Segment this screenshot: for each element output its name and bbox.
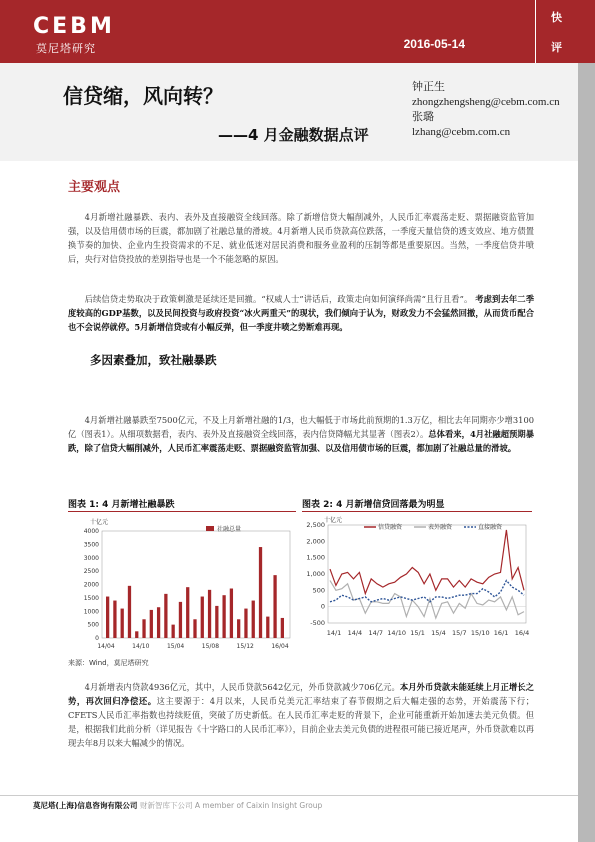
chart-1-bar <box>281 618 284 638</box>
chart-1-legend-swatch <box>206 526 214 531</box>
chart-2-y-tick-label: 1,000 <box>306 570 325 578</box>
paragraph-4 <box>68 680 534 750</box>
paragraph-2 <box>68 292 534 334</box>
chart-1-x-tick-label: 15/04 <box>166 643 185 650</box>
chart-1-svg <box>68 513 296 655</box>
chart-1-bar <box>121 609 124 638</box>
chart-2-y-tick-label: 500 <box>312 586 325 595</box>
chart-2-x-tick-label: 15/7 <box>452 629 467 637</box>
tab-divider <box>535 0 536 63</box>
chart-1-y-tick-label: 1500 <box>83 594 99 602</box>
side-bar-top <box>578 0 595 63</box>
paragraph-4-intro: 4月新增表内贷款4936亿元，其中，人民币贷款5642亿元，外币贷款减少706亿元。 <box>84 682 400 692</box>
chart-1-bar <box>128 586 131 638</box>
paragraph-3-emphasis: 总体看来，4月社融超预期暴跌，除了信贷大幅削减外，人民币汇率震荡走贬、票据融资监管加强、以及信用债市场的巨震，都加剧了社融总量的滑坡。 <box>68 429 534 453</box>
chart-1-bar <box>113 601 116 638</box>
report-type-tab <box>535 0 578 63</box>
chart-1 <box>68 513 296 655</box>
figure-1-title: 图表 1: 4 月新增社融暴跌 <box>68 500 175 510</box>
chart-1-x-tick-label: 15/08 <box>201 643 220 650</box>
chart-1-x-tick-label: 14/04 <box>97 643 115 650</box>
paragraph-4-emphasis: 本月外币贷款未能延续上月正增长之势，再次回归净偿还。 <box>68 682 534 706</box>
logo-subtitle: 莫尼塔研究 <box>36 42 96 55</box>
chart-1-bar <box>150 610 153 638</box>
chart-1-bar <box>244 609 247 638</box>
figure-source: 来源：Wind，莫尼塔研究 <box>68 659 149 667</box>
author-name-2: 张璐 <box>412 111 434 123</box>
logo: CEBM <box>33 14 115 39</box>
chart-1-bar <box>230 589 233 638</box>
chart-1-x-tick-label: 16/04 <box>271 643 289 650</box>
paragraph-2-intro: 后续信贷走势取决于政策刺激是延续还是回撤。“权威人士”讲话后，政策走向如何演绎尚需“且行且看”。 <box>84 294 473 304</box>
chart-1-bar <box>142 619 145 638</box>
paragraph-2-emphasis: 考虑到去年二季度较高的GDP基数，以及民间投资与政府投资“冰火两重天”的现状，我们倾向于认为，财政发力不会猛然回撤，从而货币配合也不会说停就停。5月新增信贷或有小幅反弹，但一季度井喷之势断难再现。 <box>68 294 534 332</box>
chart-2-y-tick-label: 2,500 <box>306 521 325 529</box>
chart-1-bar <box>172 625 175 638</box>
chart-1-bar <box>222 595 225 638</box>
chart-1-y-tick-label: 0 <box>95 635 99 642</box>
chart-1-x-tick-label: 14/10 <box>132 643 150 650</box>
chart-2-legend-label: 表外融资 <box>428 524 453 531</box>
footer-member: 财新智库下公司 A member of Caixin Insight Group <box>139 801 323 810</box>
chart-1-legend-label: 社融总量 <box>217 526 242 533</box>
chart-1-x-tick-label: 15/12 <box>236 643 254 650</box>
figure-2-rule <box>302 511 532 512</box>
chart-1-y-tick-label: 500 <box>87 621 99 629</box>
paragraph-3-intro: 4月新增社融暴跌至7500亿元，不及上月新增社融的1/3，也大幅低于市场此前预期的1.3万亿，相比去年同期亦少增3100亿（图表1）。从细项数据看，表内、表外及直接融资全线回落，表内信贷降幅尤其显著（图表2）。 <box>68 415 534 439</box>
chart-2-svg <box>302 513 532 655</box>
chart-1-bar <box>193 619 196 638</box>
report-date: 2016-05-14 <box>403 37 465 51</box>
chart-2-legend-label: 直接融资 <box>478 524 503 531</box>
chart-1-bar <box>266 617 269 638</box>
side-bar <box>578 0 595 842</box>
report-subtitle: ——4 月金融数据点评 <box>218 126 369 144</box>
chart-2-x-tick-label: 14/10 <box>387 629 407 637</box>
chart-1-y-tick-label: 2000 <box>83 581 99 589</box>
chart-2 <box>302 513 532 655</box>
footer-rule <box>0 795 578 796</box>
figure-1-rule <box>68 511 296 512</box>
chart-1-bar <box>237 619 240 638</box>
chart-1-bar <box>157 607 160 638</box>
chart-2-x-tick-label: 14/4 <box>347 629 363 637</box>
authors <box>412 80 560 140</box>
chart-2-y-tick-label: 2,000 <box>306 537 325 546</box>
tab-label-2: 评 <box>551 41 562 54</box>
chart-1-unit-label: 十亿元 <box>90 519 109 526</box>
chart-1-bar <box>208 590 211 638</box>
chart-2-x-tick-label: 14/7 <box>368 629 384 637</box>
paragraph-3 <box>68 413 534 455</box>
author-email-2[interactable]: lzhang@cebm.com.cn <box>412 126 511 138</box>
chart-2-x-tick-label: 14/1 <box>326 629 342 637</box>
report-title: 信贷缩，风向转？ <box>63 84 223 108</box>
chart-2-x-tick-label: 15/10 <box>470 629 490 637</box>
footer-company: 莫尼塔(上海)信息咨询有限公司 <box>33 801 138 810</box>
chart-1-y-tick-label: 3000 <box>83 554 99 562</box>
chart-2-x-tick-label: 15/4 <box>431 629 446 637</box>
chart-2-x-tick-label: 16/4 <box>514 629 530 637</box>
tab-label-1: 快 <box>551 11 562 24</box>
chart-1-y-tick-label: 3500 <box>83 541 99 549</box>
chart-1-bar <box>252 601 255 638</box>
chart-1-bar <box>186 587 189 638</box>
chart-1-bar <box>179 602 182 638</box>
chart-1-bar <box>164 594 167 638</box>
header-bar <box>0 0 535 63</box>
chart-1-bar <box>273 575 276 638</box>
chart-1-bar <box>259 547 262 638</box>
paragraph-4-detail: 这主要源于：4月以来，人民币兑美元汇率结束了春节假期之后大幅走强的态势，开始震荡下行；CFETS人民币汇率指数也持续贬值，突破了历史新低。在人民币汇率走贬的背景下，企业可能重新开始加速去美元负债。但是，根据我们此前分析（详见报告《十字路口的人民币汇率》），目前企业去美元负债的进程很可能已接近尾声，外币贷款难以再现去年8月以来大幅减少的情况。 <box>68 696 534 748</box>
section-title: 主要观点 <box>68 180 121 195</box>
subsection-title: 多因素叠加，致社融暴跌 <box>90 353 217 367</box>
chart-2-legend-label: 信贷融资 <box>378 524 403 531</box>
chart-1-bar <box>106 597 109 638</box>
footer <box>33 800 322 811</box>
author-email-1[interactable]: zhongzhengsheng@cebm.com.cn <box>412 96 560 108</box>
chart-2-unit-label: 十亿元 <box>324 517 343 524</box>
chart-2-y-tick-label: 0 <box>320 602 325 611</box>
author-name-1: 钟正生 <box>412 81 445 93</box>
chart-1-bar <box>201 597 204 638</box>
chart-1-bar <box>215 606 218 638</box>
chart-2-x-tick-label: 15/1 <box>410 629 425 637</box>
figure-2-title: 图表 2: 4 月新增信贷回落最为明显 <box>302 500 445 510</box>
chart-1-y-tick-label: 4000 <box>83 528 99 535</box>
chart-2-y-tick-label: 1,500 <box>306 553 325 562</box>
chart-1-y-tick-label: 1000 <box>83 608 99 616</box>
chart-1-y-tick-label: 2500 <box>83 568 99 576</box>
chart-1-bar <box>135 631 138 638</box>
chart-2-x-tick-label: 16/1 <box>493 629 509 637</box>
chart-2-y-tick-label: -500 <box>310 619 325 627</box>
paragraph-1: 4月新增社融暴跌、表内、表外及直接融资全线回落。除了新增信贷大幅削减外，人民币汇率震荡走贬、票据融资监管加强，以及信用债市场的巨震，都加剧了社融总量的滑坡。4月新增人民币贷款高位跌落，一季度天量信贷的透支效应、地方债置换节奏的加快、企业内生投资需求的不足、就业低迷对居民消费和服务业盈利的压制等都是重要原因。当然，一季度信贷井喷后，央行对信贷投放的差别指导也是一个不能忽略的原因。 <box>68 212 534 264</box>
